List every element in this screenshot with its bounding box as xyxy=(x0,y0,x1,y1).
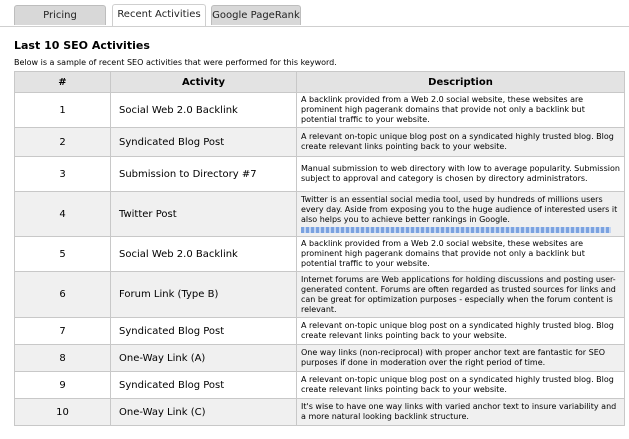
header-description: Description xyxy=(297,72,625,93)
table-row xyxy=(15,272,625,318)
row-activity: Syndicated Blog Post xyxy=(111,318,297,345)
row-num: 10 xyxy=(15,399,111,426)
row-num: 3 xyxy=(15,157,111,192)
table-row xyxy=(15,93,625,128)
row-activity: Social Web 2.0 Backlink xyxy=(111,237,297,272)
row-description: Twitter is an essential social media tool, used by hundreds of millions users every day. Aside from exposing you to the huge audience of interested users it also helps you to achieve better rankings in Google. xyxy=(301,195,618,224)
table-row xyxy=(15,318,625,345)
row-description: A backlink provided from a Web 2.0 social website, these websites are prominent high pagerank domains that provide not only a backlink but potential traffic to your website. xyxy=(297,237,625,272)
row-description: A relevant on-topic unique blog post on a syndicated highly trusted blog. Blog create relevant links pointing back to your website. xyxy=(297,128,625,157)
table-row xyxy=(15,128,625,157)
section-intro: Below is a sample of recent SEO activities that were performed for this keyword. xyxy=(14,58,337,67)
row-description: A backlink provided from a Web 2.0 social website, these websites are prominent high pagerank domains that provide not only a backlink but potential traffic to your website. xyxy=(297,93,625,128)
tab-recent-activities[interactable]: Recent Activities xyxy=(112,4,206,26)
row-num: 4 xyxy=(15,192,111,237)
row-description: Manual submission to web directory with low to average popularity. Submission subject to approval and category is chosen by directory administrators. xyxy=(297,157,625,192)
row-activity: One-Way Link (A) xyxy=(111,345,297,372)
row-num: 2 xyxy=(15,128,111,157)
table-row xyxy=(15,345,625,372)
table-header-row xyxy=(15,72,625,93)
row-activity: Social Web 2.0 Backlink xyxy=(111,93,297,128)
activities-table xyxy=(14,71,625,426)
row-num: 1 xyxy=(15,93,111,128)
row-description-cell xyxy=(297,192,625,237)
row-description: A relevant on-topic unique blog post on a syndicated highly trusted blog. Blog create relevant links pointing back to your website. xyxy=(297,372,625,399)
tab-pricing[interactable]: Pricing xyxy=(14,5,106,25)
row-activity: Syndicated Blog Post xyxy=(111,128,297,157)
header-activity: Activity xyxy=(111,72,297,93)
table-row xyxy=(15,192,625,237)
obscured-link[interactable] xyxy=(301,227,611,233)
table-row xyxy=(15,372,625,399)
row-description: One way links (non-reciprocal) with proper anchor text are fantastic for SEO purposes if done in moderation over the right period of time. xyxy=(297,345,625,372)
row-activity: Syndicated Blog Post xyxy=(111,372,297,399)
table-row xyxy=(15,399,625,426)
row-num: 9 xyxy=(15,372,111,399)
row-activity: Submission to Directory #7 xyxy=(111,157,297,192)
row-num: 5 xyxy=(15,237,111,272)
row-description: It's wise to have one way links with varied anchor text to insure variability and a more natural looking backlink structure. xyxy=(297,399,625,426)
row-num: 8 xyxy=(15,345,111,372)
table-row xyxy=(15,237,625,272)
row-num: 7 xyxy=(15,318,111,345)
row-num: 6 xyxy=(15,272,111,318)
row-description: Internet forums are Web applications for holding discussions and posting user-generated content. Forums are often regarded as trusted sources for links and can be great for optimization purposes - especially when the forum content is relevant. xyxy=(297,272,625,318)
header-num: # xyxy=(15,72,111,93)
row-description: A relevant on-topic unique blog post on a syndicated highly trusted blog. Blog create relevant links pointing back to your website. xyxy=(297,318,625,345)
tab-google-pagerank[interactable]: Google PageRank xyxy=(211,5,301,25)
tab-bar xyxy=(0,0,629,27)
row-activity: Forum Link (Type B) xyxy=(111,272,297,318)
section-title: Last 10 SEO Activities xyxy=(14,39,150,52)
row-activity: Twitter Post xyxy=(111,192,297,237)
table-row xyxy=(15,157,625,192)
row-activity: One-Way Link (C) xyxy=(111,399,297,426)
